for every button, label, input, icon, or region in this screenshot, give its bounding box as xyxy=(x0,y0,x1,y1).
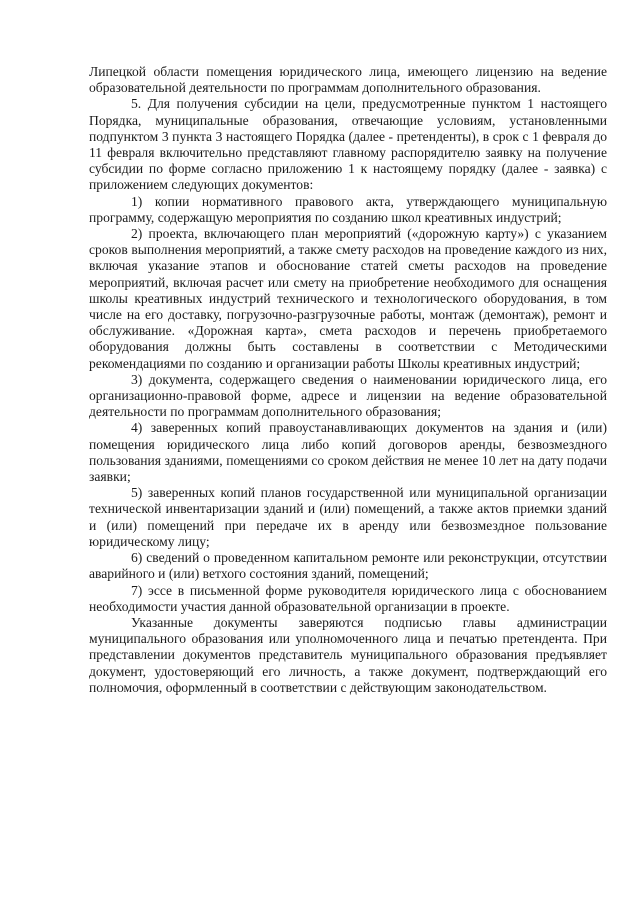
paragraph-subitem-3: 3) документа, содержащего сведения о наименовании юридического лица, его организационно-правовой форме, адресе и лицензии на ведение образовательной деятельности по программам дополнительного образования; xyxy=(89,371,607,420)
document-body xyxy=(89,64,607,696)
paragraph-certification: Указанные документы заверяются подписью главы администрации муниципального образования или уполномоченного лица и печатью претендента. При представлении документов представитель муниципального образования предъявляет документ, удостоверяющий его личность, а также документ, подтверждающий его полномочия, оформленный в соответствии с действующим законодательством. xyxy=(89,614,607,695)
paragraph-subitem-1: 1) копии нормативного правового акта, утверждающего муниципальную программу, содержащую мероприятия по созданию школ креативных индустрий; xyxy=(89,193,607,225)
paragraph-subitem-5: 5) заверенных копий планов государственной или муниципальной организации технической инвентаризации зданий и (или) помещений, а также актов приемки зданий и (или) помещений при передаче их в аренду или безвозмездное пользование юридическому лицу; xyxy=(89,485,607,549)
paragraph-subitem-2: 2) проекта, включающего план мероприятий («дорожную карту») с указанием сроков выполнения мероприятий, а также смету расходов на проведение каждого из них, включая указание этапов и обоснование статей сметы расходов на проведение мероприятий, включая расчет или смету на приобретение необходимого для оснащения школы креативных индустрий технического и технологического оборудования, в том числе на его доставку, погрузочно-разгрузочные работы, монтаж (демонтаж), ремонт и обслуживание. «Дорожная карта», смета расходов и перечень приобретаемого оборудования должны быть составлены в соответствии с Методическими рекомендациями по созданию и организации работы Школы креативных индустрий; xyxy=(89,226,607,371)
paragraph-subitem-6: 6) сведений о проведенном капитальном ремонте или реконструкции, отсутствии аварийного и (или) ветхого состояния зданий, помещений; xyxy=(89,550,607,582)
paragraph-subitem-4: 4) заверенных копий правоустанавливающих документов на здания и (или) помещения юридического лица либо копий договоров аренды, безвозмездного пользования зданиями, помещениями со сроком действия не менее 10 лет на дату подачи заявки; xyxy=(89,420,607,485)
paragraph-continuation: Липецкой области помещения юридического лица, имеющего лицензию на ведение образовательной деятельности по программам дополнительного образования. xyxy=(89,64,607,96)
paragraph-subitem-7: 7) эссе в письменной форме руководителя юридического лица с обоснованием необходимости участия данной образовательной организации в проекте. xyxy=(89,582,607,614)
paragraph-item-5: 5. Для получения субсидии на цели, предусмотренные пунктом 1 настоящего Порядка, муниципальные образования, отвечающие условиям, установленными подпунктом 3 пункта 3 настоящего Порядка (далее - претенденты), в срок с 1 февраля до 11 февраля включительно представляют главному распорядителю заявку на получение субсидии по форме согласно приложению 1 к настоящему порядку (далее - заявка) с приложением следующих документов: xyxy=(89,96,607,193)
